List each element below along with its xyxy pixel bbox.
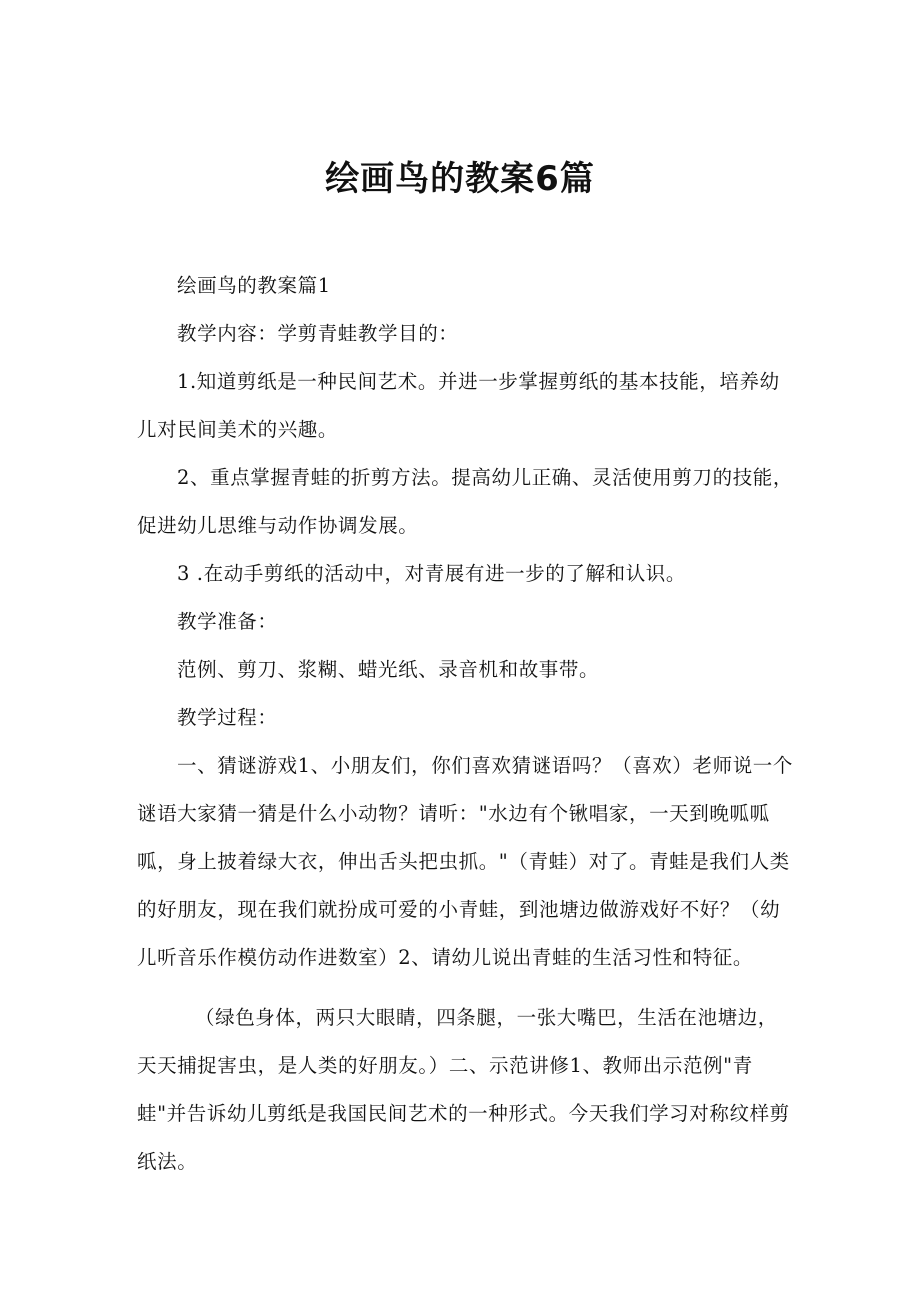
paragraph-preparation-heading: 教学准备： xyxy=(177,610,278,633)
section-heading: 绘画鸟的教案篇1 xyxy=(177,274,331,297)
paragraph-process-heading: 教学过程： xyxy=(177,706,278,729)
paragraph-goal-2: 2、重点掌握青蛙的折剪方法。提高幼儿正确、灵活使用剪刀的技能，促进幼儿思维与动作协调发展。 xyxy=(137,466,794,537)
paragraph-materials: 范例、剪刀、浆糊、蜡光纸、录音机和故事带。 xyxy=(177,658,600,681)
paragraph-frog-features: （绿色身体，两只大眼睛，四条腿，一张大嘴巴，生活在池塘边，天天捕捉害虫，是人类的好朋友。）二、示范讲修1、教师出示范例"青蛙"并告诉幼儿剪纸是我国民间艺术的一种形式。今天我们学习对称纹样剪纸法。 xyxy=(137,1006,790,1173)
paragraph-goal-3: 3 .在动手剪纸的活动中，对青展有进一步的了解和认识。 xyxy=(177,562,687,585)
document-body xyxy=(137,262,797,1186)
paragraph-teaching-content: 教学内容：学剪青蛙教学目的： xyxy=(177,322,459,345)
paragraph-riddle-game: 一、猜谜游戏1、小朋友们，你们喜欢猜谜语吗？（喜欢）老师说一个谜语大家猜一猜是什么小动物？请听："水边有个锹唱家，一天到晚呱呱呱，身上披着绿大衣，伸出舌头把虫抓。"（青蛙）对了。青蛙是我们人类的好朋友，现在我们就扮成可爱的小青蛙，到池塘边做游戏好不好？（幼儿听音乐作模仿动作进数室）2、请幼儿说出青蛙的生活习性和特征。 xyxy=(137,754,794,969)
paragraph-goal-1: 1.知道剪纸是一种民间艺术。并进一步掌握剪纸的基本技能，培养幼儿对民间美术的兴趣。 xyxy=(137,370,780,441)
document-title: 绘画鸟的教案6篇 xyxy=(325,159,595,199)
